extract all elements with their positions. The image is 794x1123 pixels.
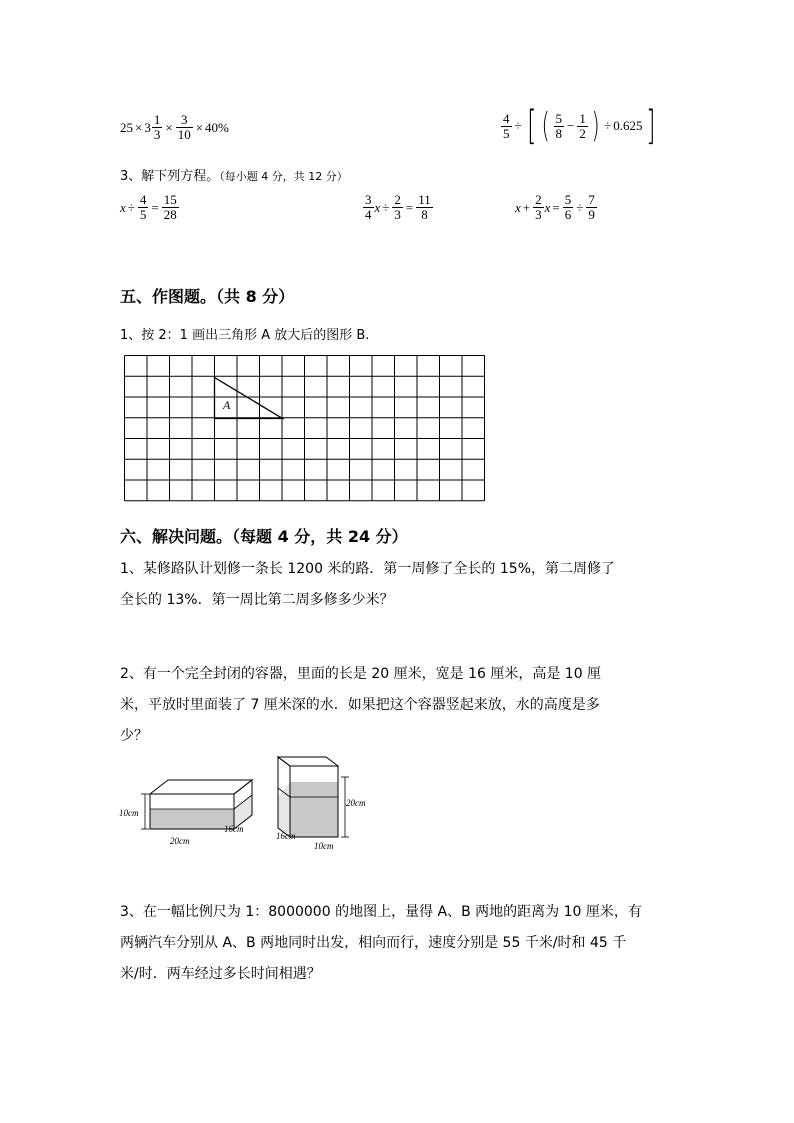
question-2-line-2: 米，平放时里面装了 7 厘米深的水．如果把这个容器竖起来放，水的高度是多 [120, 697, 600, 713]
fraction: $\frac{7}{9}$ [588, 192, 595, 222]
expr1-a: 25 [120, 119, 133, 135]
figure-upright-container [276, 755, 388, 853]
equals-sign: = [405, 199, 414, 215]
question-3-line-1: 3、在一幅比例尺为 1：8000000 的地图上，量得 A、B 两地的距离为 10 厘米，有 [120, 904, 642, 920]
right-bracket: ] [645, 103, 656, 149]
water-front [150, 809, 234, 829]
question-3 [120, 897, 680, 990]
fraction: $\frac{2}{3}$ [535, 192, 542, 222]
length-label-upright: 10cm [314, 841, 334, 851]
variable-x: x [544, 199, 551, 215]
question-2-line-3: 少？ [120, 728, 148, 744]
drawing-grid [123, 352, 487, 506]
left-paren: ( [541, 106, 550, 146]
figure-flat-container [118, 778, 258, 850]
question-2-line-1: 2、有一个完全封闭的容器，里面的长是 20 厘米，宽是 16 厘米，高是 10 厘 [120, 666, 602, 682]
fraction: $\frac{1}{2}$ [579, 110, 586, 141]
left-bracket: [ [526, 103, 537, 149]
question-1 [120, 554, 680, 616]
times-sign: × [195, 119, 204, 135]
expression-2 [500, 103, 658, 149]
divide-sign: ÷ [127, 199, 135, 215]
width-label-upright: 16cm [276, 831, 296, 841]
fraction: $\frac{1}{3}$ [153, 112, 161, 142]
expr1-percent: 40% [205, 119, 229, 135]
question-1-line-1: 1、某修路队计划修一条长 1200 米的路．第一周修了全长的 15%，第二周修了 [120, 561, 616, 577]
minus-sign: − [567, 118, 575, 133]
equals-sign: = [151, 199, 159, 215]
question-3-line-3: 米/时．两车经过多长时间相遇？ [120, 966, 321, 982]
divide-sign: ÷ [576, 199, 584, 215]
fraction: $\frac{3}{10}$ [177, 112, 191, 142]
water-front-upright [290, 782, 338, 837]
equations-title [120, 165, 348, 184]
section-5-heading: 五、作图题。（共 8 分） [120, 287, 295, 306]
fraction: $\frac{5}{6}$ [564, 192, 572, 222]
triangle-label: A [223, 398, 231, 412]
expr2-decimal: 0.625 [613, 118, 643, 133]
equation-2 [362, 193, 434, 222]
question-2 [120, 659, 680, 752]
box-top-upright [278, 757, 338, 766]
fraction: $\frac{4}{5}$ [139, 192, 147, 222]
times-sign: × [135, 119, 143, 135]
question-3-line-2: 两辆汽车分别从 A、B 两地同时出发，相向而行，速度分别是 55 千米/时和 45 千 [120, 935, 627, 951]
divide-sign: ÷ [382, 199, 390, 215]
divide-sign: ÷ [514, 118, 522, 133]
equation-1 [120, 193, 180, 222]
times-sign: × [165, 119, 173, 135]
question-1-line-2: 全长的 13%．第一周比第二周多修多少米？ [120, 592, 394, 608]
variable-x: x [120, 199, 126, 215]
fraction: $\frac{4}{5}$ [503, 110, 510, 141]
expr1-whole: 3 [144, 119, 151, 135]
variable-x: x [374, 199, 381, 215]
grid-lines [125, 356, 485, 501]
plus-sign: + [522, 199, 531, 215]
equals-sign: = [552, 199, 560, 215]
equations-title-text: 3、解下列方程。 [120, 169, 220, 184]
equations-note: （每小题 4 分，共 12 分） [219, 170, 348, 183]
right-paren: ) [591, 106, 600, 146]
length-label: 20cm [170, 836, 190, 846]
fraction: $\frac{2}{3}$ [394, 192, 401, 222]
width-label: 16cm [224, 824, 244, 834]
divide-sign: ÷ [604, 118, 612, 133]
height-label: 10cm [119, 808, 139, 818]
variable-x: x [515, 199, 521, 215]
water-line [150, 795, 252, 809]
expression-1 [120, 113, 229, 142]
fraction: $\frac{5}{8}$ [555, 110, 563, 141]
fraction: $\frac{15}{28}$ [163, 192, 177, 222]
fraction: $\frac{3}{4}$ [365, 192, 372, 222]
section-5-question-1: 1、按 2：1 画出三角形 A 放大后的图形 B. [120, 328, 370, 343]
section-6-heading: 六、解决问题。（每题 4 分，共 24 分） [120, 527, 408, 546]
equation-3 [515, 193, 598, 222]
fraction: $\frac{11}{8}$ [418, 192, 431, 222]
height-label-upright: 20cm [346, 798, 366, 808]
